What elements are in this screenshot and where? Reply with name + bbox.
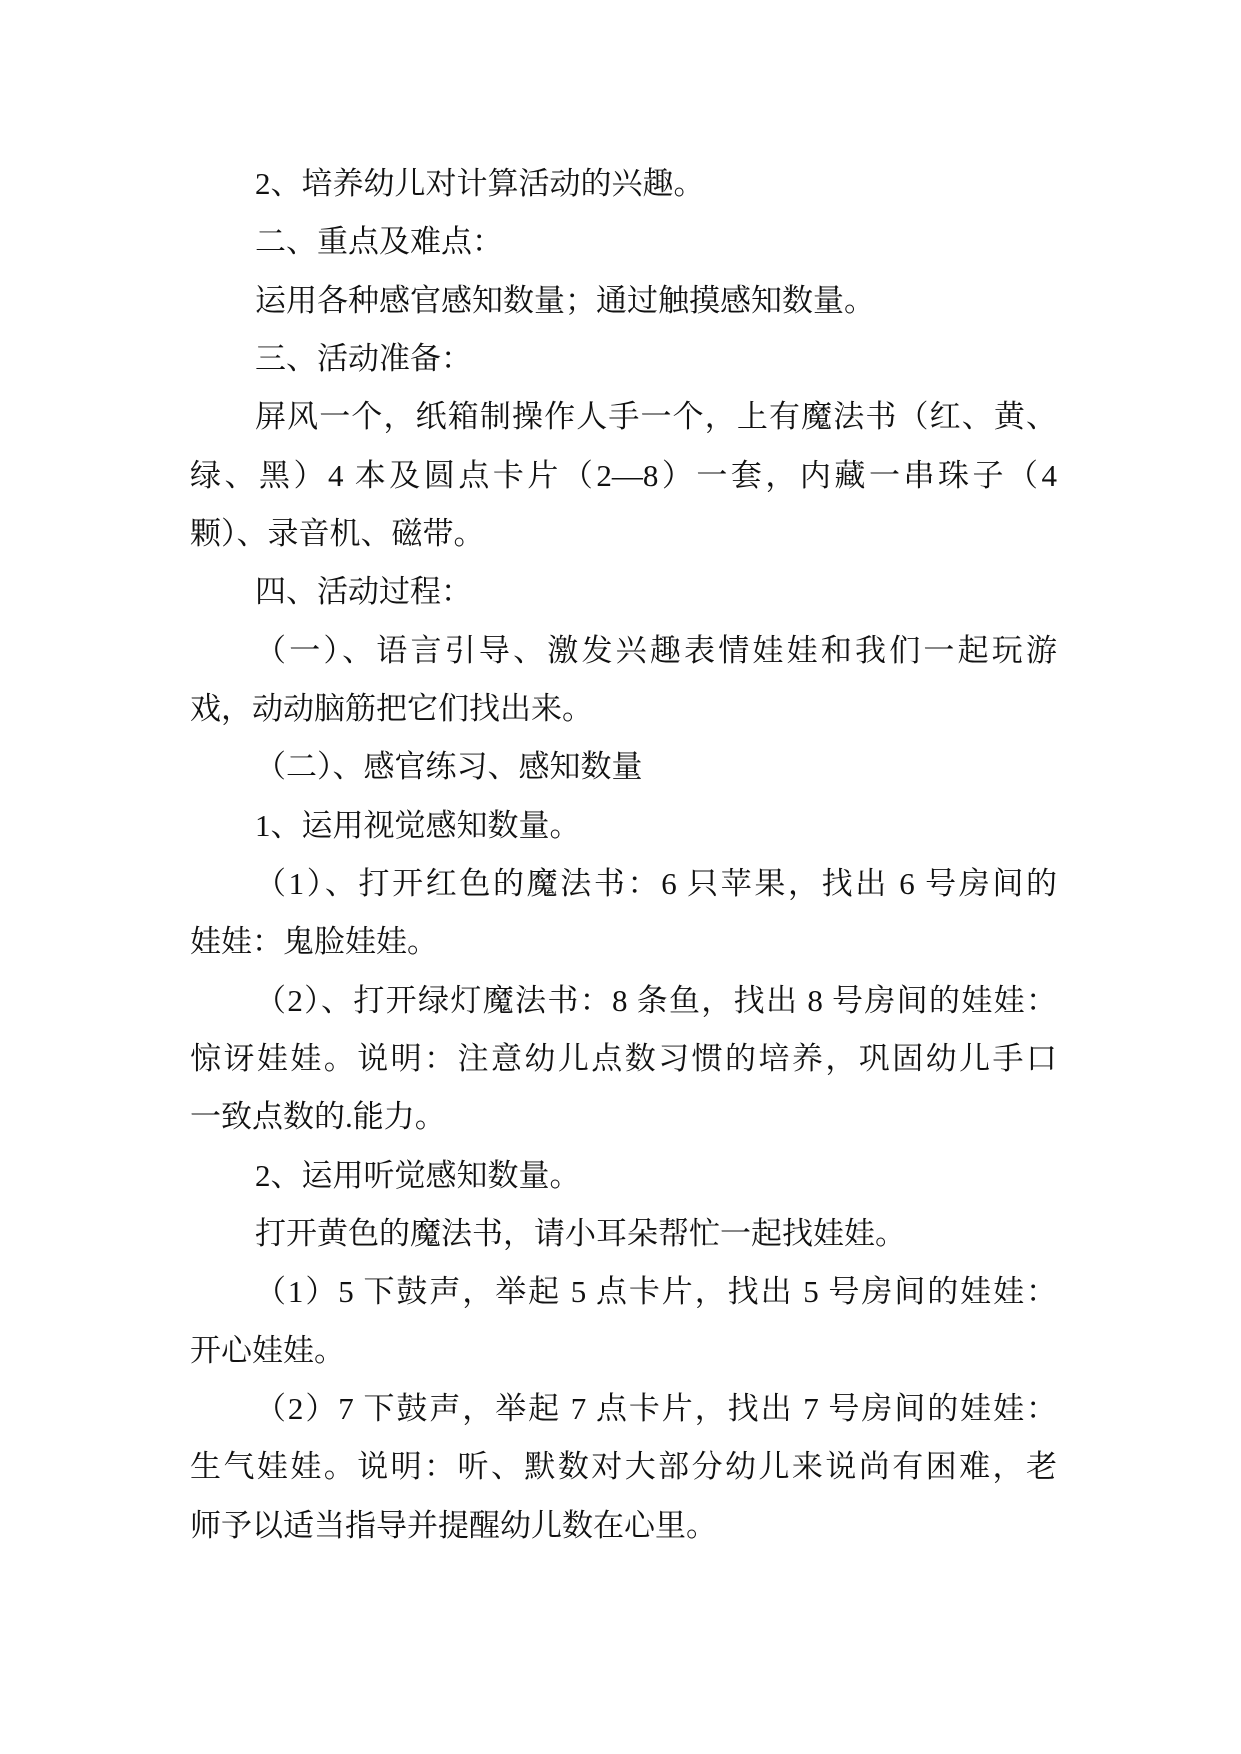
process-step-2 xyxy=(190,738,1057,1555)
section-key-points xyxy=(190,213,1057,330)
key-points-text: 运用各种感官感知数量；通过触摸感知数量。 xyxy=(255,282,875,318)
section-heading: 四、活动过程： xyxy=(255,574,472,610)
text-line: 戏，动动脑筋把它们找出来。 xyxy=(190,690,593,726)
section-preparation xyxy=(190,330,1057,563)
list-item xyxy=(190,1263,1057,1380)
text-line: 生气娃娃。说明：听、默数对大部分幼儿来说尚有困难，老 xyxy=(190,1449,1057,1485)
subsection-heading: 1、运用视觉感知数量。 xyxy=(255,807,581,843)
text-line: 惊讶娃娃。说明：注意幼儿点数习惯的培养，巩固幼儿手口 xyxy=(190,1040,1057,1076)
list-item xyxy=(190,972,1057,1147)
text-line: （1）5 下鼓声，举起 5 点卡片，找出 5 号房间的娃娃： xyxy=(255,1274,1057,1310)
auditory-intro-text: 打开黄色的魔法书，请小耳朵帮忙一起找娃娃。 xyxy=(255,1215,906,1251)
text-line: 开心娃娃。 xyxy=(190,1332,345,1368)
document-body xyxy=(190,155,1057,1555)
section-heading: 二、重点及难点： xyxy=(255,224,503,260)
text-line: 娃娃：鬼脸娃娃。 xyxy=(190,924,438,960)
objective-item xyxy=(190,155,1057,213)
auditory-perception-section xyxy=(190,1147,1057,1555)
visual-perception-section xyxy=(190,797,1057,1147)
text-line: 颗）、录音机、磁带。 xyxy=(190,515,485,551)
text-line: （2）、打开绿灯魔法书：8 条鱼，找出 8 号房间的娃娃： xyxy=(255,982,1057,1018)
text-line: 2、培养幼儿对计算活动的兴趣。 xyxy=(255,166,705,201)
text-line: 师予以适当指导并提醒幼儿数在心里。 xyxy=(190,1507,717,1543)
subsection-heading: （二）、感官练习、感知数量 xyxy=(255,749,643,785)
text-line: 屏风一个，纸箱制操作人手一个，上有魔法书（红、黄、 xyxy=(255,399,1057,435)
list-item xyxy=(190,855,1057,972)
text-line: （一）、语言引导、激发兴趣表情娃娃和我们一起玩游 xyxy=(255,632,1057,668)
text-line: 绿、黑）4 本及圆点卡片（2—8）一套，内藏一串珠子（4 xyxy=(190,457,1057,493)
process-step-1 xyxy=(190,622,1057,739)
section-heading: 三、活动准备： xyxy=(255,340,472,376)
subsection-heading: 2、运用听觉感知数量。 xyxy=(255,1157,581,1193)
text-line: （1）、打开红色的魔法书：6 只苹果，找出 6 号房间的 xyxy=(255,865,1057,901)
text-line: 一致点数的.能力。 xyxy=(190,1099,446,1135)
section-process xyxy=(190,563,1057,1555)
list-item xyxy=(190,1380,1057,1555)
text-line: （2）7 下鼓声，举起 7 点卡片，找出 7 号房间的娃娃： xyxy=(255,1390,1057,1426)
preparation-paragraph xyxy=(190,388,1057,563)
